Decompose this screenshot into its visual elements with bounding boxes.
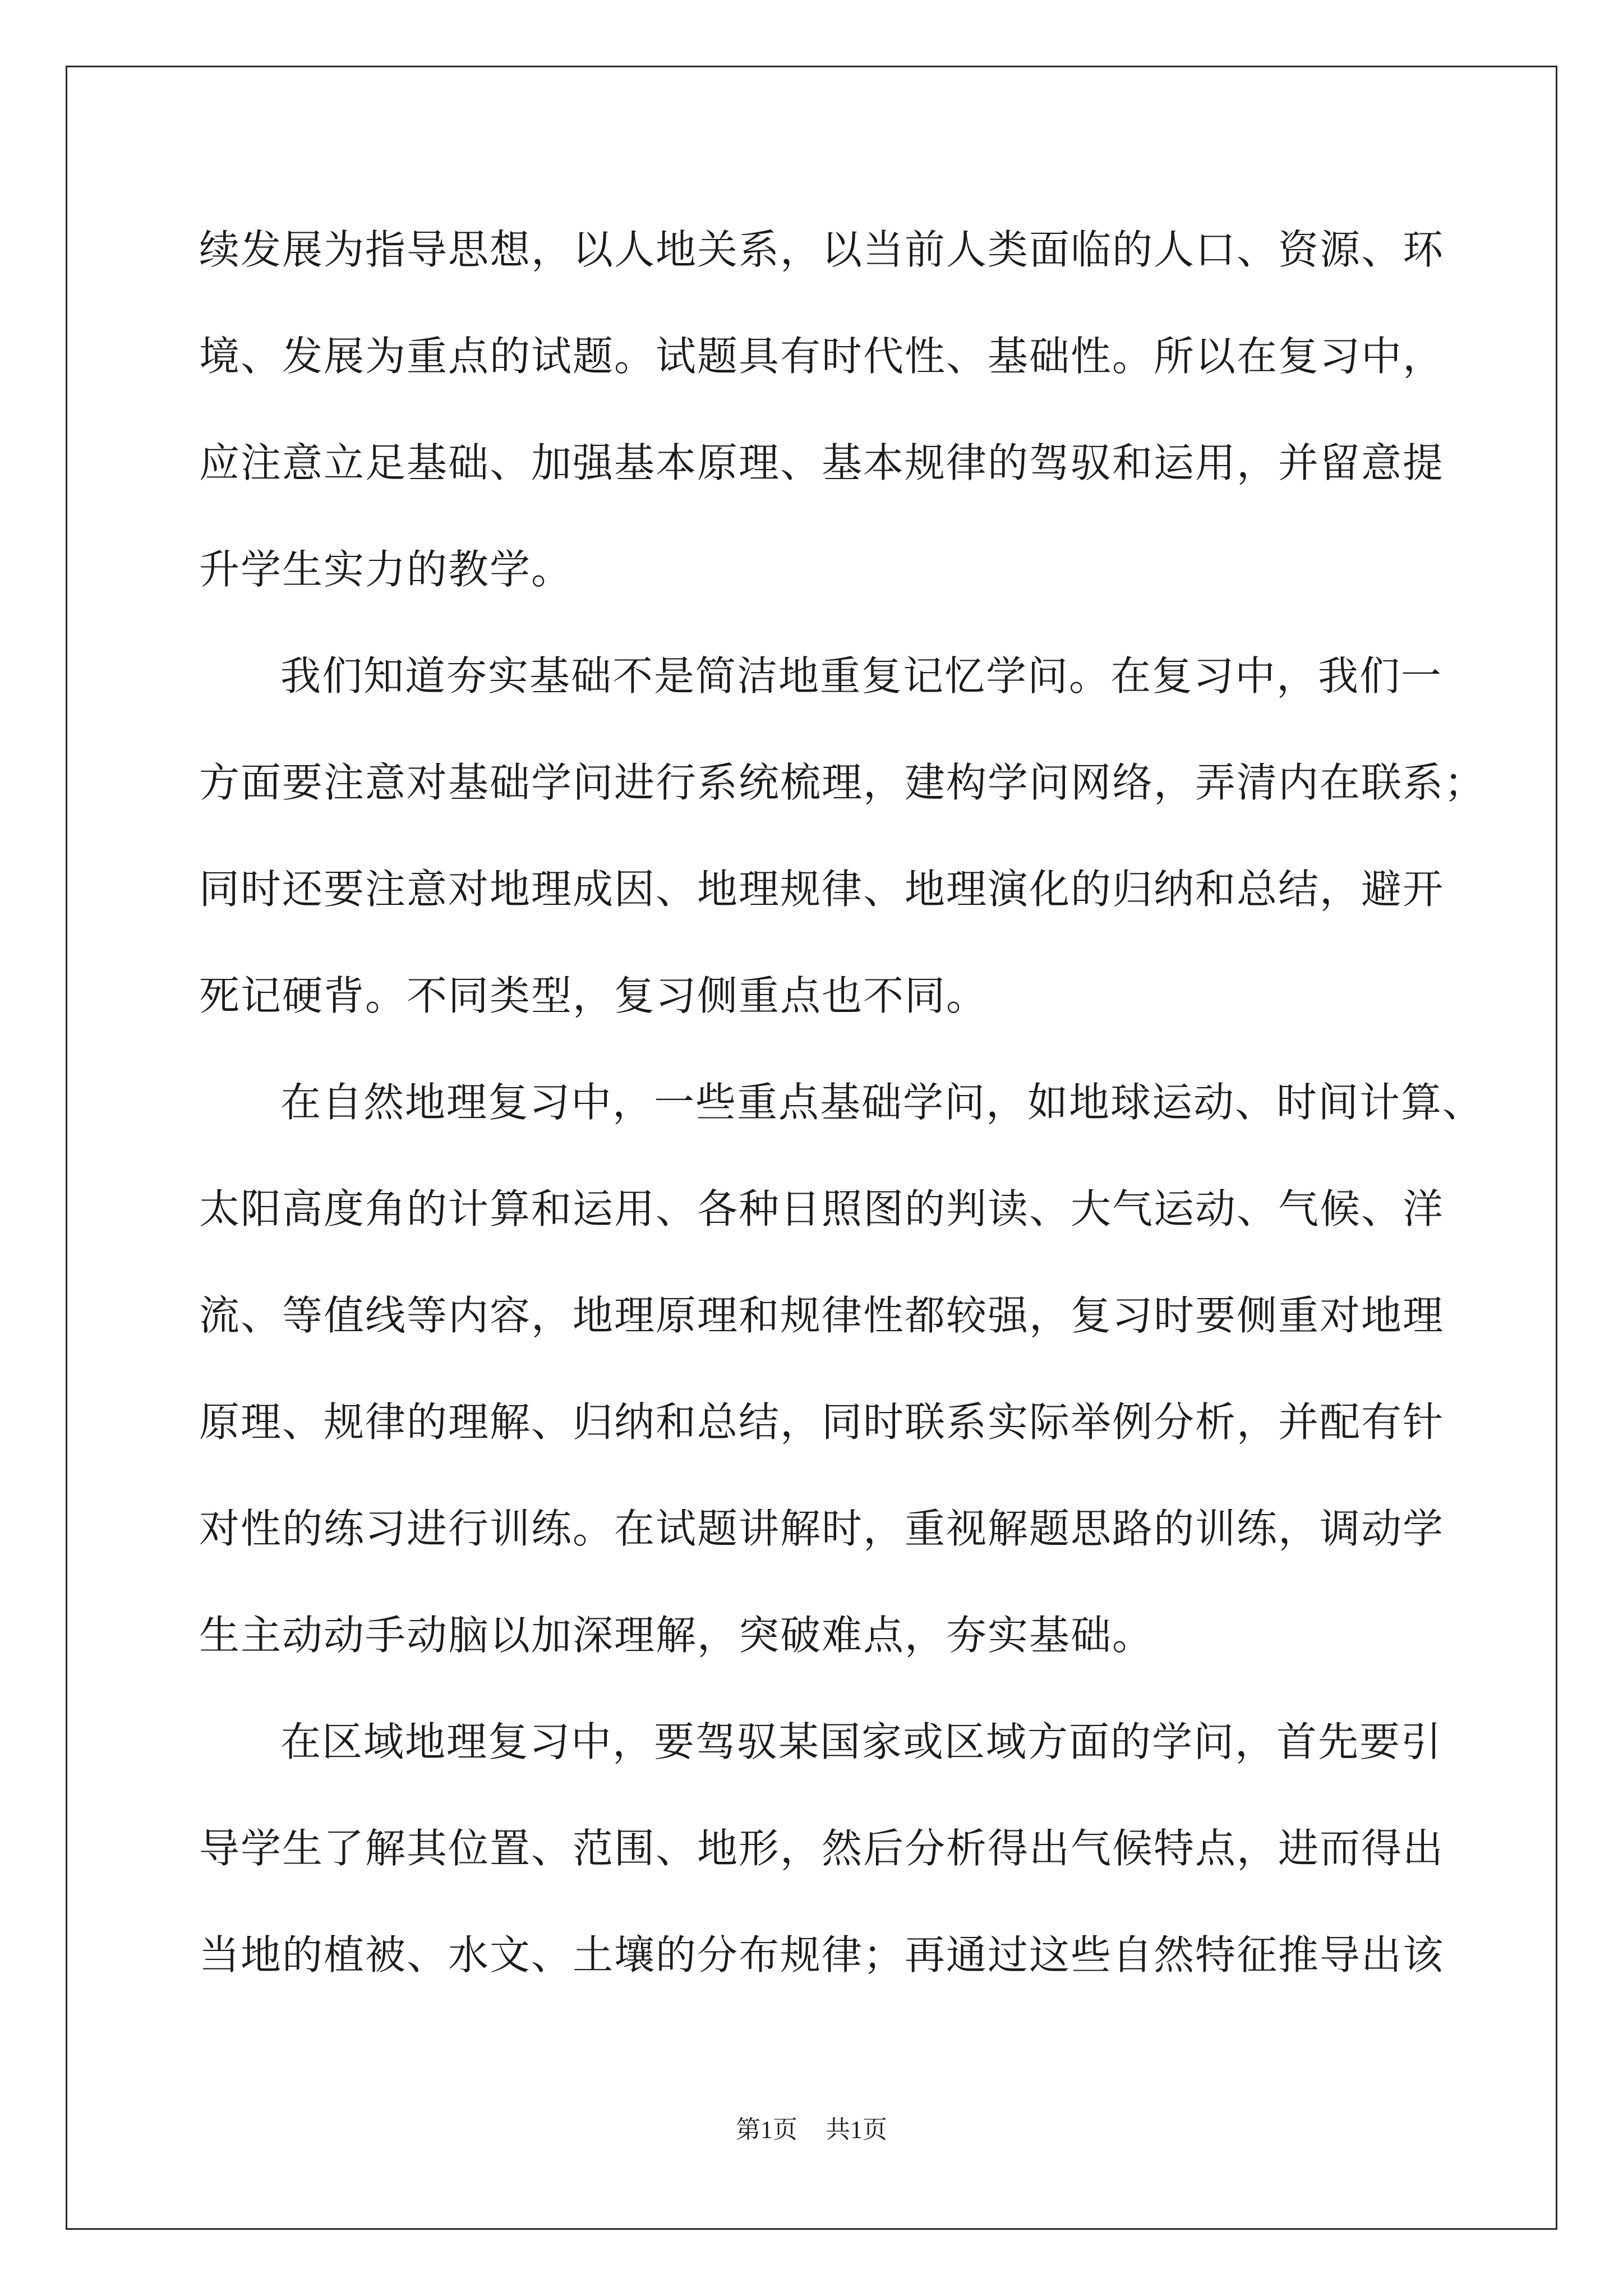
text-line: 在区域地理复习中，要驾驭某国家或区域方面的学问，首先要引	[280, 1718, 1443, 1765]
text-line: 流、等值线等内容，地理原理和规律性都较强，复习时要侧重对地理	[199, 1292, 1445, 1339]
text-line: 对性的练习进行训练。在试题讲解时，重视解题思路的训练，调动学	[199, 1505, 1445, 1552]
text-line: 续发展为指导思想，以人地关系，以当前人类面临的人口、资源、环	[199, 226, 1445, 273]
text-line: 我们知道夯实基础不是简洁地重复记忆学问。在复习中，我们一	[280, 652, 1443, 700]
page-footer	[0, 2109, 1623, 2145]
text-line: 升学生实力的教学。	[199, 546, 573, 593]
text-line: 当地的植被、水文、土壤的分布规律；再通过这些自然特征推导出该	[199, 1931, 1445, 1978]
document-body	[199, 208, 1486, 2019]
text-line: 应注意立足基础、加强基本原理、基本规律的驾驭和运用，并留意提	[199, 439, 1445, 486]
page-total: 共1页	[826, 2116, 887, 2143]
text-line: 原理、规律的理解、归纳和总结，同时联系实际举例分析，并配有针	[199, 1398, 1445, 1446]
text-line: 方面要注意对基础学问进行系统梳理，建构学问网络，弄清内在联系；	[199, 759, 1486, 806]
text-line: 导学生了解其位置、范围、地形，然后分析得出气候特点，进而得出	[199, 1825, 1445, 1872]
text-line: 死记硬背。不同类型，复习侧重点也不同。	[199, 972, 988, 1019]
text-line: 太阳高度角的计算和运用、各种日照图的判读、大气运动、气候、洋	[199, 1185, 1445, 1232]
text-line: 同时还要注意对地理成因、地理规律、地理演化的归纳和总结，避开	[199, 866, 1445, 913]
text-line: 在自然地理复习中，一些重点基础学问，如地球运动、时间计算、	[280, 1079, 1484, 1126]
text-line: 境、发展为重点的试题。试题具有时代性、基础性。所以在复习中，	[199, 333, 1445, 380]
page-number: 第1页	[736, 2116, 797, 2143]
text-line: 生主动动手动脑以加深理解，突破难点，夯实基础。	[199, 1612, 1154, 1659]
